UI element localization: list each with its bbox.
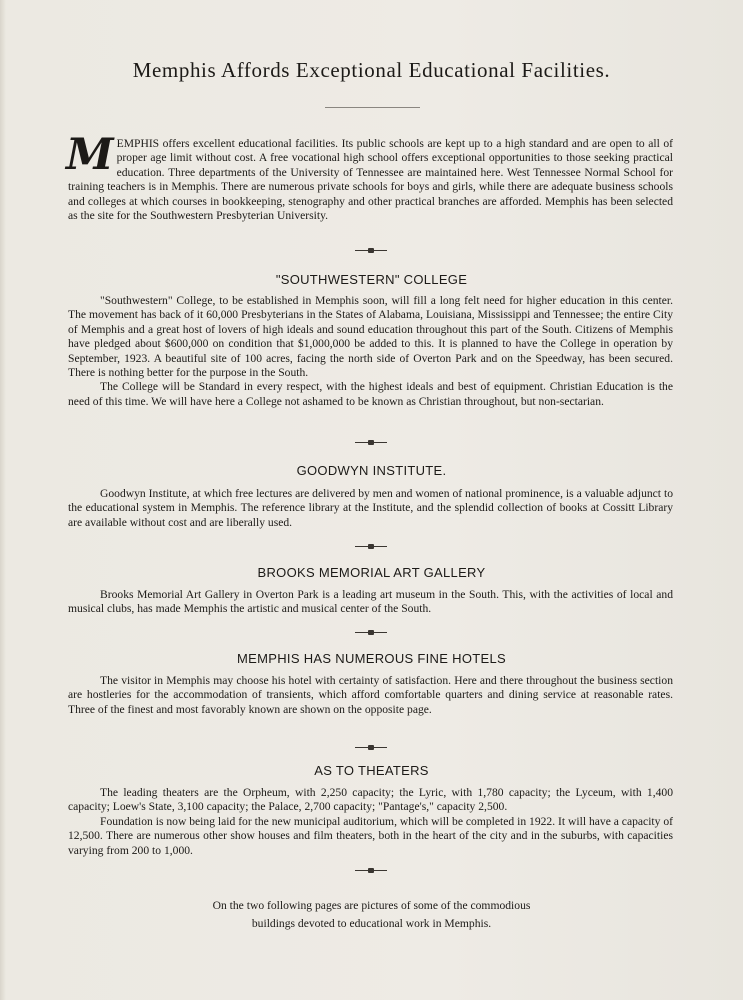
- section-heading-brooks: BROOKS MEMORIAL ART GALLERY: [257, 565, 486, 580]
- section-paragraph: Brooks Memorial Art Gallery in Overton Park is a leading art museum in the South. This, with the activities of local and musical clubs, has made Memphis the artistic and musical center of the South.: [68, 588, 673, 616]
- section-paragraph: The visitor in Memphis may choose his hotel with certainty of satisfaction. Here and there throughout the business section are hostleries for the accommodation of transients, which afford comfortable quarters and dining service at reasonable rates. Three of the finest and most favorably known are shown on the opposite page.: [68, 674, 673, 716]
- section-heading-theaters: AS TO THEATERS: [314, 763, 429, 778]
- section-paragraph: The leading theaters are the Orpheum, with 2,250 capacity; the Lyric, with 1,780 capacity; the Lyceum, with 1,400 capacity; Loew's State, 3,100 capacity; the Palace, 2,700 capacity; "Pantage's," capacity 2,500.: [68, 786, 673, 814]
- section-heading-southwestern: "SOUTHWESTERN" COLLEGE: [275, 272, 468, 287]
- intro-text: EMPHIS offers excellent educational facilities. Its public schools are kept up to a high standard and are open to all of proper age limit without cost. A free vocational high school offers exceptional opportunities to those seeking practical education. Three departments of the University of Tennessee are maintained here. West Tennessee Normal School for training teachers is in Memphis. There are numerous private schools for boys and girls, while there are adequate business schools and colleges at which courses in bookkeeping, stenography and other practical branches are afforded. Memphis has been selected as the site for the Southwestern Presbyterian University.: [68, 137, 673, 223]
- title-divider: [325, 107, 420, 108]
- section-paragraph: "Southwestern" College, to be established in Memphis soon, will fill a long felt need for higher education in this center. The movement has back of it 60,000 Presbyterians in the States of Alabama, Louisiana, Mississippi and Tennessee; the entire City of Memphis and a great host of lovers of high ideals and sound education throughout this part of the South. Citizens of Memphis have pledged about $600,000 on condition that $1,000,000 be added to this. It is planned to have the College in operation by September, 1923. A beautiful site of 100 acres, facing the north side of Overton Park and on the Speedway, has been secured. There is nothing better for the purpose in the South.: [68, 294, 673, 380]
- section-divider-ornament: [355, 440, 387, 446]
- section-divider-ornament: [355, 630, 387, 636]
- section-paragraph: Foundation is now being laid for the new municipal auditorium, which will be completed in 1922. It will have a capacity of 12,500. There are numerous other show houses and film theaters, both in the heart of the city and in the suburbs, with capacities varying from 200 to 1,000.: [68, 814, 673, 857]
- intro-block: [66, 130, 673, 223]
- section-southwestern: [68, 294, 673, 409]
- closing-line-1: On the two following pages are pictures of some of the commodious: [212, 899, 531, 912]
- section-divider-ornament: [355, 248, 387, 254]
- section-hotels: [68, 674, 673, 717]
- section-divider-ornament: [355, 544, 387, 550]
- section-goodwyn: [68, 487, 673, 530]
- section-paragraph: Goodwyn Institute, at which free lectures are delivered by men and women of national prominence, is a valuable adjunct to the educational system in Memphis. The reference library at the Institute, and the splendid collection of books at Cossitt Library are available without cost and are liberally used.: [68, 487, 673, 529]
- intro-paragraph: [66, 130, 673, 223]
- section-brooks: [68, 588, 673, 617]
- closing-note: [0, 897, 743, 933]
- page-title: Memphis Affords Exceptional Educational Facilities.: [132, 58, 611, 82]
- drop-cap: M: [66, 130, 114, 180]
- section-theaters: [68, 786, 673, 858]
- section-heading-hotels: MEMPHIS HAS NUMEROUS FINE HOTELS: [237, 651, 506, 666]
- section-divider-ornament: [355, 868, 387, 874]
- section-divider-ornament: [355, 745, 387, 751]
- closing-line-2: buildings devoted to educational work in Memphis.: [251, 917, 492, 930]
- section-heading-goodwyn: GOODWYN INSTITUTE.: [296, 463, 447, 478]
- section-paragraph: The College will be Standard in every respect, with the highest ideals and best of equipment. Christian Education is the need of this time. We will have here a College not ashamed to be known as Christian throughout, but non-sectarian.: [68, 380, 673, 408]
